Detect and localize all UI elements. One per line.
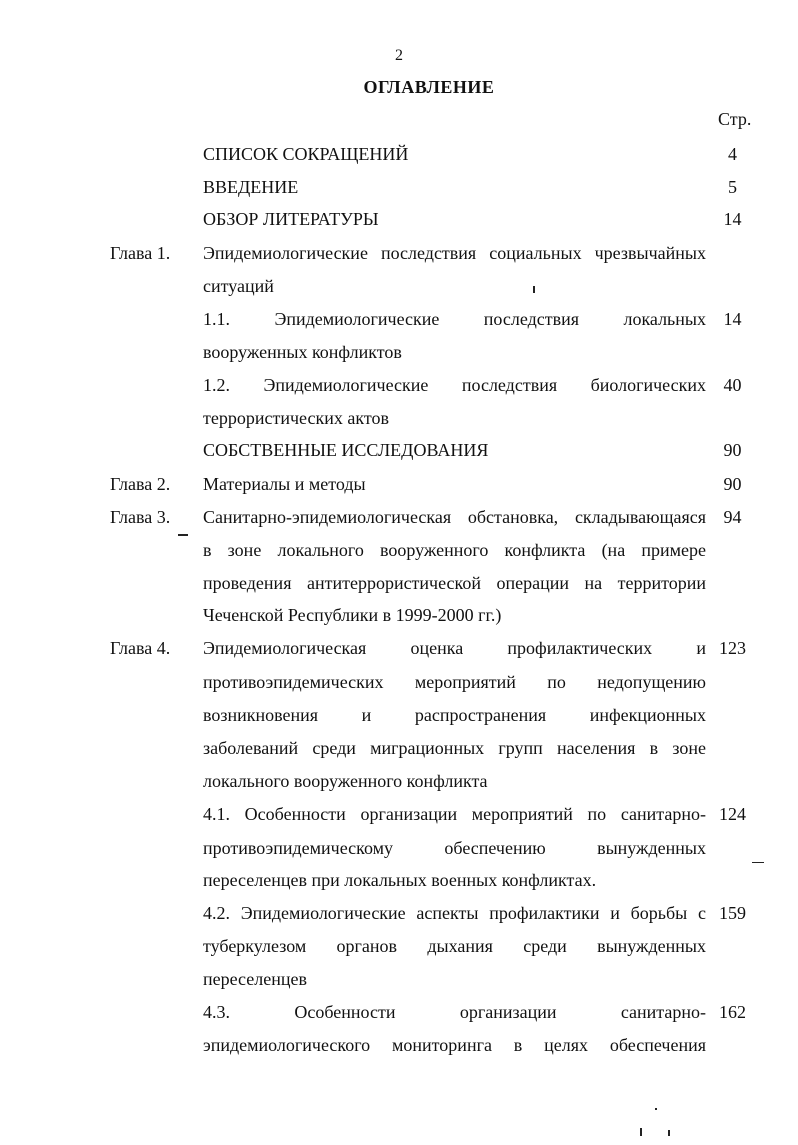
- chapter-3-line: Санитарно-эпидемиологическая обстановка, складывающаяся: [203, 507, 706, 527]
- section-4-3-page: 162: [719, 1002, 746, 1022]
- chapter-1-line: ситуаций: [203, 276, 274, 296]
- scan-speck: [668, 1130, 670, 1136]
- toc-page-abbreviations: 4: [728, 144, 737, 164]
- chapter-3-line: в зоне локального вооруженного конфликта (на примере: [203, 540, 706, 560]
- toc-page-own-research: 90: [723, 440, 742, 460]
- section-4-3-line: 4.3. Особенности организации санитарно-: [203, 1002, 706, 1022]
- section-4-1-page: 124: [719, 804, 746, 824]
- section-4-1-line: 4.1. Особенности организации мероприятий по санитарно-: [203, 804, 706, 824]
- chapter-4-line: возникновения и распространения инфекционных: [203, 705, 706, 725]
- toc-entry-introduction: ВВЕДЕНИЕ: [203, 177, 299, 197]
- chapter-1-label: Глава 1.: [110, 243, 171, 263]
- toc-entry-literature-review: ОБЗОР ЛИТЕРАТУРЫ: [203, 209, 379, 229]
- toc-entry-own-research: СОБСТВЕННЫЕ ИССЛЕДОВАНИЯ: [203, 440, 489, 460]
- toc-page-literature-review: 14: [723, 209, 742, 229]
- scan-speck: [655, 1108, 657, 1110]
- section-4-3-line: эпидемиологического мониторинга в целях обеспечения: [203, 1035, 706, 1055]
- chapter-4-page: 123: [719, 638, 746, 658]
- chapter-2-page: 90: [723, 474, 742, 494]
- section-1-2-page: 40: [723, 375, 742, 395]
- chapter-4-line: Эпидемиологическая оценка профилактических и: [203, 638, 706, 658]
- chapter-3-page: 94: [723, 507, 742, 527]
- page-number: 2: [395, 47, 403, 64]
- section-4-2-page: 159: [719, 903, 746, 923]
- chapter-2-line: Материалы и методы: [203, 474, 366, 494]
- toc-entry-abbreviations: СПИСОК СОКРАЩЕНИЙ: [203, 144, 409, 164]
- section-4-1-line: противоэпидемическому обеспечению вынужденных: [203, 838, 706, 858]
- section-4-2-line: 4.2. Эпидемиологические аспекты профилактики и борьбы с: [203, 903, 706, 923]
- chapter-2-label: Глава 2.: [110, 474, 171, 494]
- chapter-3-label: Глава 3.: [110, 507, 171, 527]
- chapter-4-line: противоэпидемических мероприятий по недопущению: [203, 672, 706, 692]
- page-title: ОГЛАВЛЕНИЕ: [363, 77, 495, 97]
- section-1-1-line: вооруженных конфликтов: [203, 342, 402, 362]
- scan-speck: [178, 534, 188, 536]
- chapter-4-label: Глава 4.: [110, 638, 171, 658]
- scan-speck: [640, 1128, 642, 1136]
- section-1-2-line: террористических актов: [203, 408, 389, 428]
- section-1-2-line: 1.2. Эпидемиологические последствия биологических: [203, 375, 706, 395]
- page-column-header: Стр.: [718, 109, 752, 129]
- scan-speck: [752, 862, 764, 863]
- chapter-3-line: проведения антитеррористической операции на территории: [203, 573, 706, 593]
- section-4-2-line: переселенцев: [203, 969, 307, 989]
- scan-speck: [533, 286, 535, 293]
- chapter-3-line: Чеченской Республики в 1999-2000 гг.): [203, 605, 502, 625]
- chapter-1-line: Эпидемиологические последствия социальных чрезвычайных: [203, 243, 706, 263]
- chapter-4-line: локального вооруженного конфликта: [203, 771, 488, 791]
- toc-page-introduction: 5: [728, 177, 737, 197]
- section-4-2-line: туберкулезом органов дыхания среди вынужденных: [203, 936, 706, 956]
- section-1-1-line: 1.1. Эпидемиологические последствия локальных: [203, 309, 706, 329]
- chapter-4-line: заболеваний среди миграционных групп населения в зоне: [203, 738, 706, 758]
- section-4-1-line: переселенцев при локальных военных конфликтах.: [203, 870, 597, 890]
- section-1-1-page: 14: [723, 309, 742, 329]
